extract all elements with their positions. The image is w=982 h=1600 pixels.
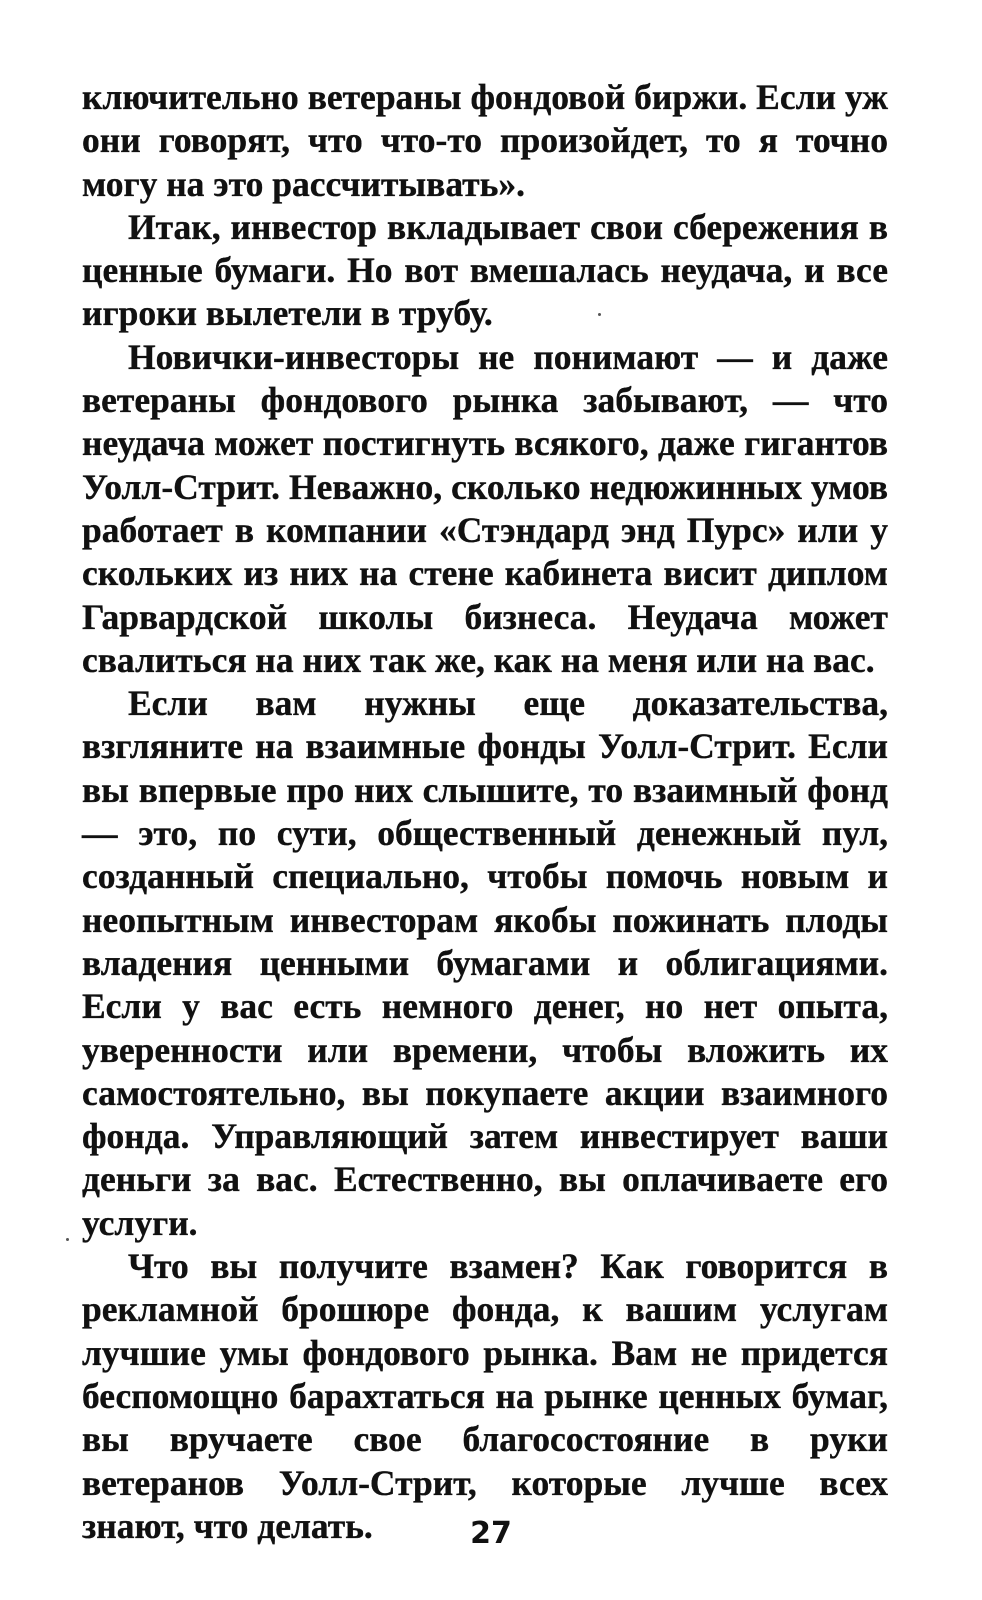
paragraph-5: Что вы получите взамен? Как говорится в рекламной брошюре фонда, к вашим услугам лучшие умы фондового рынка. Вам не придется беспомощно барахтаться на рынке ценных бумаг, вы вручаете свое благосостояние в руки ветеранов Уолл-Стрит, которые лучше всех знают, что делать.	[82, 1246, 888, 1546]
scan-speck	[66, 1238, 69, 1241]
paragraph-3: Новички-инвесторы не понимают — и даже ветераны фондового рынка забывают, — что неудача может постигнуть всякого, даже гигантов Уолл-Стрит. Неважно, сколько недюжинных умов работает в компании «Стэндард энд Пурс» или у скольких из них на стене кабинета висит диплом Гарвардской школы бизнеса. Неудача может свалиться на них так же, как на меня или на вас.	[82, 336, 888, 680]
paragraph-4: Если вам нужны еще доказательства, взгляните на взаимные фонды Уолл-Стрит. Если вы впервые про них слышите, то взаимный фонд — это, по сути, общественный денежный пул, созданный специально, чтобы помочь новым и неопытным инвесторам якобы пожинать плоды владения ценными бумагами и облигациями. Если у вас есть немного денег, но нет опыта, уверенности или времени, чтобы вложить их самостоятельно, вы покупаете акции взаимного фонда. Управляющий затем инвестирует ваши деньги за вас. Естественно, вы оплачиваете его услуги.	[82, 683, 888, 1243]
scan-speck	[598, 313, 601, 316]
paragraph-1: ключительно ветераны фондовой биржи. Если уж они говорят, что что-то произойдет, то я точно могу на это рассчитывать».	[82, 77, 888, 204]
body-text	[82, 76, 888, 1548]
paragraph-2: Итак, инвестор вкладывает свои сбережения в ценные бумаги. Но вот вмешалась неудача, и все игроки вылетели в трубу.	[82, 206, 888, 334]
page-number: 27	[470, 1516, 512, 1551]
